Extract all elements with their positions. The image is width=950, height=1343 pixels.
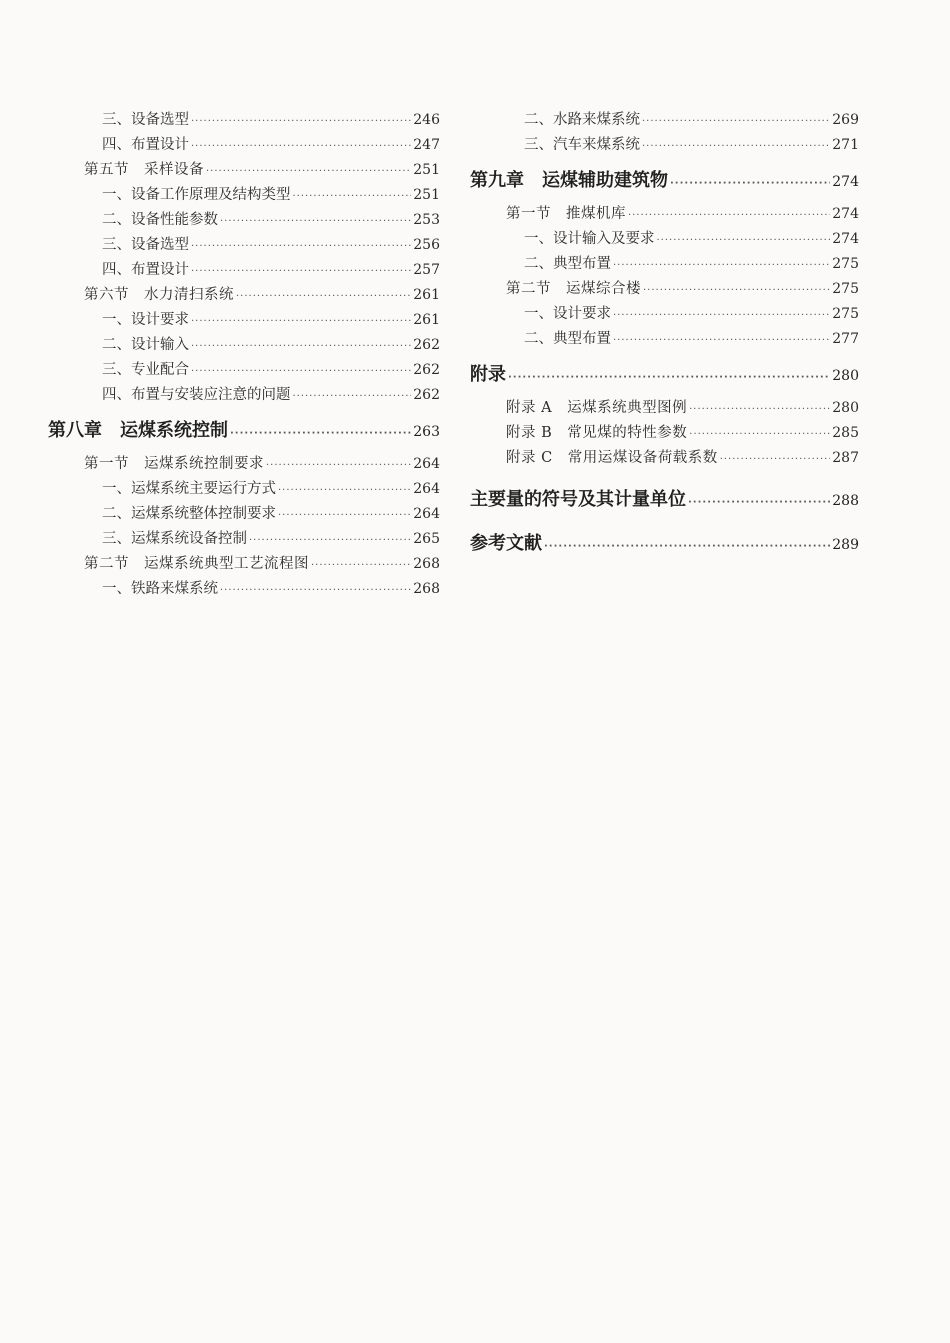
toc-entry[interactable] [470,227,859,252]
toc-entry[interactable] [48,308,440,333]
toc-section-page: 261 [413,287,440,303]
leader-dots [191,109,411,133]
toc-section-page: 264 [413,456,440,472]
toc-appendix-page: 287 [832,450,859,466]
toc-entry[interactable] [48,133,440,158]
leader-dots [628,203,830,227]
toc-appendix[interactable] [470,446,859,471]
toc-entry-page: 265 [413,531,440,547]
toc-entry-page: 247 [413,137,440,153]
leader-dots [278,503,411,527]
toc-entry-title: 一、设计输入及要求 [524,231,655,247]
toc-section-page: 274 [832,206,859,222]
toc-entry-page: 262 [413,362,440,378]
leader-dots [249,528,411,552]
toc-entry-title: 三、设备选型 [102,112,189,128]
toc-entry-page: 269 [832,112,859,128]
leader-dots [293,384,412,408]
toc-entry-title: 二、设计输入 [102,337,189,353]
toc-entry[interactable] [470,133,859,158]
leader-dots [613,328,830,352]
toc-entry-title: 三、专业配合 [102,362,189,378]
toc-appendix-page: 280 [832,400,859,416]
leader-dots [191,134,411,158]
toc-entry-page: 253 [413,212,440,228]
toc-entry[interactable] [470,327,859,352]
toc-entry[interactable] [48,233,440,258]
leader-dots [220,209,411,233]
toc-entry[interactable] [48,502,440,527]
toc-entry-page: 264 [413,481,440,497]
toc-entry-title: 一、设计要求 [102,312,189,328]
toc-major-title: 参考文献 [470,533,542,554]
toc-appendix-title: 附录 A 运煤系统典型图例 [506,400,688,416]
toc-entry[interactable] [48,358,440,383]
toc-section-page: 251 [413,162,440,178]
leader-dots [657,228,831,252]
toc-section-page: 275 [832,281,859,297]
toc-section-title: 第一节 推煤机库 [506,206,626,222]
toc-entry-title: 二、典型布置 [524,331,611,347]
toc-chapter[interactable] [470,360,859,390]
toc-appendix-page: 285 [832,425,859,441]
leader-dots [689,397,830,421]
toc-entry[interactable] [470,302,859,327]
toc-chapter-page: 280 [832,368,859,384]
toc-symbols-heading[interactable] [470,485,859,515]
toc-entry[interactable] [48,183,440,208]
toc-chapter-title: 第九章 运煤辅助建筑物 [470,170,668,191]
toc-entry-title: 一、运煤系统主要运行方式 [102,481,276,497]
toc-entry-title: 一、设备工作原理及结构类型 [102,187,291,203]
toc-entry-title: 三、运煤系统设备控制 [102,531,247,547]
toc-entry-page: 277 [832,331,859,347]
toc-chapter-page: 263 [413,424,440,440]
toc-entry-page: 262 [413,387,440,403]
toc-references-heading[interactable] [470,529,859,559]
leader-dots [230,419,411,446]
leader-dots [544,532,830,559]
toc-section-title: 第二节 运煤综合楼 [506,281,641,297]
toc-chapter-title: 附录 [470,364,506,385]
toc-entry-page: 261 [413,312,440,328]
toc-section[interactable] [48,452,440,477]
toc-entry-page: 268 [413,581,440,597]
toc-left-column [48,108,440,602]
toc-entry[interactable] [48,577,440,602]
toc-entry-title: 二、设备性能参数 [102,212,218,228]
toc-entry-page: 274 [832,231,859,247]
leader-dots [191,259,411,283]
toc-entry[interactable] [470,108,859,133]
toc-chapter-page: 274 [832,174,859,190]
toc-right-column [470,108,859,569]
toc-section[interactable] [470,277,859,302]
toc-entry-page: 264 [413,506,440,522]
toc-entry-page: 251 [413,187,440,203]
toc-section[interactable] [48,552,440,577]
toc-entry-title: 二、水路来煤系统 [524,112,640,128]
leader-dots [191,309,411,333]
leader-dots [191,334,411,358]
leader-dots [266,453,411,477]
toc-section[interactable] [48,283,440,308]
leader-dots [720,447,831,471]
toc-entry-page: 256 [413,237,440,253]
toc-entry-title: 四、布置与安装应注意的问题 [102,387,291,403]
leader-dots [293,184,412,208]
toc-entry[interactable] [48,258,440,283]
toc-entry[interactable] [48,208,440,233]
toc-section-title: 第五节 采样设备 [84,162,204,178]
toc-entry-page: 262 [413,337,440,353]
toc-entry-title: 一、铁路来煤系统 [102,581,218,597]
toc-entry[interactable] [48,383,440,408]
leader-dots [613,253,830,277]
leader-dots [220,578,411,602]
toc-entry-title: 四、布置设计 [102,262,189,278]
toc-major-title: 主要量的符号及其计量单位 [470,489,686,510]
leader-dots [613,303,830,327]
toc-appendix-title: 附录 C 常用运煤设备荷载系数 [506,450,718,466]
toc-entry-page: 275 [832,256,859,272]
toc-entry-page: 275 [832,306,859,322]
leader-dots [642,134,830,158]
toc-entry-page: 271 [832,137,859,153]
leader-dots [191,234,411,258]
leader-dots [688,488,830,515]
toc-section-title: 第一节 运煤系统控制要求 [84,456,264,472]
toc-entry[interactable] [48,477,440,502]
toc-section-page: 268 [413,556,440,572]
leader-dots [508,363,830,390]
toc-appendix[interactable] [470,421,859,446]
toc-entry-title: 二、运煤系统整体控制要求 [102,506,276,522]
toc-section[interactable] [470,202,859,227]
toc-entry-title: 三、汽车来煤系统 [524,137,640,153]
leader-dots [642,109,830,133]
toc-chapter[interactable] [48,416,440,446]
toc-section-title: 第二节 运煤系统典型工艺流程图 [84,556,309,572]
toc-entry-title: 一、设计要求 [524,306,611,322]
toc-entry[interactable] [48,333,440,358]
toc-entry[interactable] [470,252,859,277]
toc-entry-title: 二、典型布置 [524,256,611,272]
toc-entry[interactable] [48,108,440,133]
toc-section[interactable] [48,158,440,183]
leader-dots [206,159,411,183]
leader-dots [236,284,411,308]
toc-major-page: 289 [832,537,859,553]
leader-dots [191,359,411,383]
toc-appendix-title: 附录 B 常见煤的特性参数 [506,425,688,441]
toc-section-title: 第六节 水力清扫系统 [84,287,234,303]
leader-dots [311,553,411,577]
toc-major-page: 288 [832,493,859,509]
leader-dots [670,169,830,196]
toc-appendix[interactable] [470,396,859,421]
toc-entry-title: 四、布置设计 [102,137,189,153]
leader-dots [278,478,411,502]
leader-dots [643,278,830,302]
toc-entry-page: 257 [413,262,440,278]
toc-chapter-title: 第八章 运煤系统控制 [48,420,228,441]
toc-entry-title: 三、设备选型 [102,237,189,253]
toc-entry-page: 246 [413,112,440,128]
toc-chapter[interactable] [470,166,859,196]
toc-entry[interactable] [48,527,440,552]
leader-dots [689,422,830,446]
